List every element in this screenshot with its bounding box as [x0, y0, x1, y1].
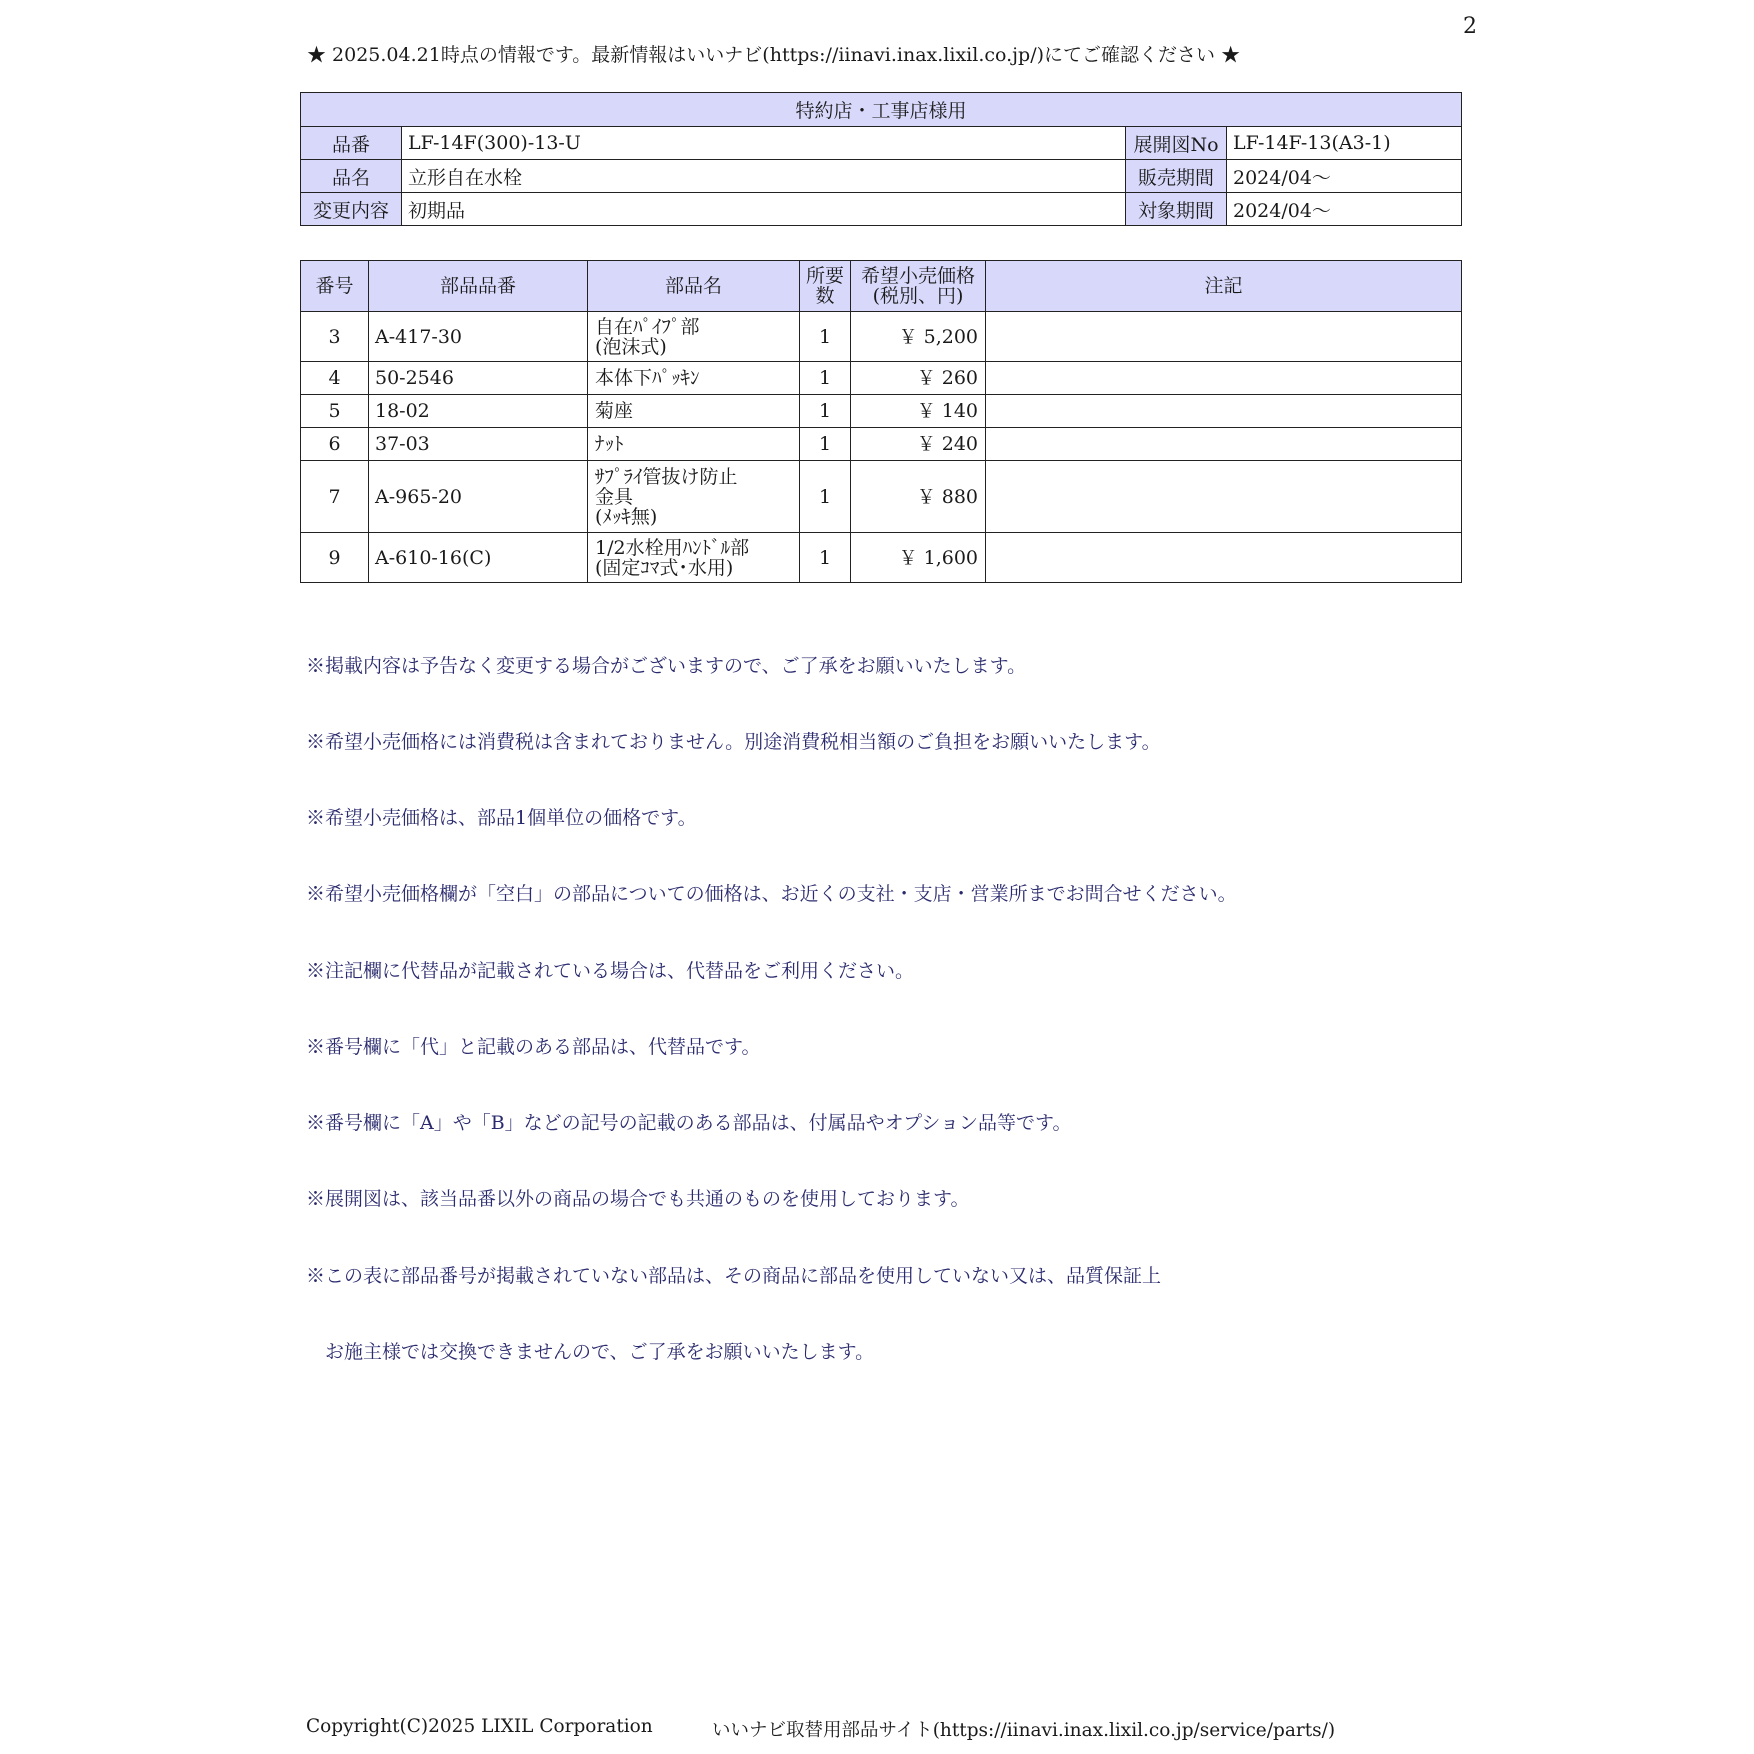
row-price: ￥ 1,600 [851, 533, 986, 583]
row-code: A-965-20 [369, 461, 588, 533]
page-number: 2 [1463, 14, 1477, 39]
hinmei-label: 品名 [301, 160, 402, 193]
row-qty: 1 [800, 428, 851, 461]
row-price: ￥ 880 [851, 461, 986, 533]
note-line: ※希望小売価格は、部品1個単位の価格です。 [306, 807, 697, 830]
row-qty: 1 [800, 533, 851, 583]
hanbai-value: 2024/04～ [1227, 160, 1462, 193]
header-qty: 所要数 [800, 261, 851, 312]
note-line: ※掲載内容は予告なく変更する場合がございますので、ご了承をお願いいたします。 [306, 654, 1027, 677]
info-date-notice: ★ 2025.04.21時点の情報です。最新情報はいいナビ(https://iinavi.inax.lixil.co.jp/)にてご確認ください ★ [307, 44, 1241, 66]
tenkaizu-label: 展開図No [1126, 127, 1227, 160]
row-qty: 1 [800, 461, 851, 533]
henko-label: 変更内容 [301, 193, 402, 226]
table-row [301, 428, 1462, 461]
row-price: ￥ 240 [851, 428, 986, 461]
note-line: ※番号欄に「代」と記載のある部品は、代替品です。 [306, 1035, 761, 1058]
row-part-name: ｻﾌﾟﾗｲ管抜け防止 金具 (ﾒｯｷ無) [588, 461, 800, 533]
row-code: A-610-16(C) [369, 533, 588, 583]
row-no: 6 [301, 428, 369, 461]
row-code: 50-2546 [369, 362, 588, 395]
row-price: ￥ 140 [851, 395, 986, 428]
row-code: 37-03 [369, 428, 588, 461]
hinban-value: LF-14F(300)-13-U [402, 127, 1126, 160]
table-row [301, 461, 1462, 533]
header-price: 希望小売価格(税別、円) [851, 261, 986, 312]
row-code: A-417-30 [369, 312, 588, 362]
row-qty: 1 [800, 312, 851, 362]
parts-table [300, 260, 1462, 583]
henko-value: 初期品 [402, 193, 1126, 226]
row-part-name: 1/2水栓用ﾊﾝﾄﾞﾙ部 (固定ｺﾏ式･水用) [588, 533, 800, 583]
table-row [301, 362, 1462, 395]
row-note [986, 428, 1462, 461]
hanbai-label: 販売期間 [1126, 160, 1227, 193]
row-part-name: ﾅｯﾄ [588, 428, 800, 461]
table-row [301, 533, 1462, 583]
tenkaizu-value: LF-14F-13(A3-1) [1227, 127, 1462, 160]
row-part-name: 菊座 [588, 395, 800, 428]
row-note [986, 312, 1462, 362]
notes-block [306, 603, 1237, 1391]
row-code: 18-02 [369, 395, 588, 428]
row-price: ￥ 5,200 [851, 312, 986, 362]
note-line: ※注記欄に代替品が記載されている場合は、代替品をご利用ください。 [306, 959, 915, 982]
footer-site-url: いいナビ取替用部品サイト(https://iinavi.inax.lixil.co.jp/service/parts/) [712, 1720, 1336, 1741]
hinmei-value: 立形自在水栓 [402, 160, 1126, 193]
footer-copyright: Copyright(C)2025 LIXIL Corporation [306, 1716, 653, 1737]
row-qty: 1 [800, 395, 851, 428]
header-note: 注記 [986, 261, 1462, 312]
row-qty: 1 [800, 362, 851, 395]
note-line: ※展開図は、該当品番以外の商品の場合でも共通のものを使用しております。 [306, 1188, 970, 1211]
row-note [986, 395, 1462, 428]
hinban-label: 品番 [301, 127, 402, 160]
row-no: 5 [301, 395, 369, 428]
row-note [986, 461, 1462, 533]
product-info-table [300, 92, 1462, 226]
header-code: 部品品番 [369, 261, 588, 312]
note-line: お施主様では交換できませんので、ご了承をお願いいたします。 [306, 1340, 875, 1363]
table-row [301, 395, 1462, 428]
row-part-name: 本体下ﾊﾟｯｷﾝ [588, 362, 800, 395]
row-no: 3 [301, 312, 369, 362]
row-price: ￥ 260 [851, 362, 986, 395]
header-no: 番号 [301, 261, 369, 312]
row-no: 7 [301, 461, 369, 533]
row-note [986, 533, 1462, 583]
note-line: ※番号欄に「A」や「B」などの記号の記載のある部品は、付属品やオプション品等です。 [306, 1112, 1072, 1135]
row-part-name: 自在ﾊﾟｲﾌﾟ部 (泡沫式) [588, 312, 800, 362]
note-line: ※希望小売価格欄が「空白」の部品についての価格は、お近くの支社・支店・営業所までお問合せください。 [306, 883, 1237, 906]
note-line: ※希望小売価格には消費税は含まれておりません。別途消費税相当額のご負担をお願いいたします。 [306, 731, 1161, 754]
note-line: ※この表に部品番号が掲載されていない部品は、その商品に部品を使用していない又は、品質保証上 [306, 1264, 1162, 1287]
table-row [301, 312, 1462, 362]
row-no: 4 [301, 362, 369, 395]
taisho-label: 対象期間 [1126, 193, 1227, 226]
row-no: 9 [301, 533, 369, 583]
taisho-value: 2024/04～ [1227, 193, 1462, 226]
row-note [986, 362, 1462, 395]
header-name: 部品名 [588, 261, 800, 312]
dealer-banner: 特約店・工事店様用 [301, 93, 1462, 127]
